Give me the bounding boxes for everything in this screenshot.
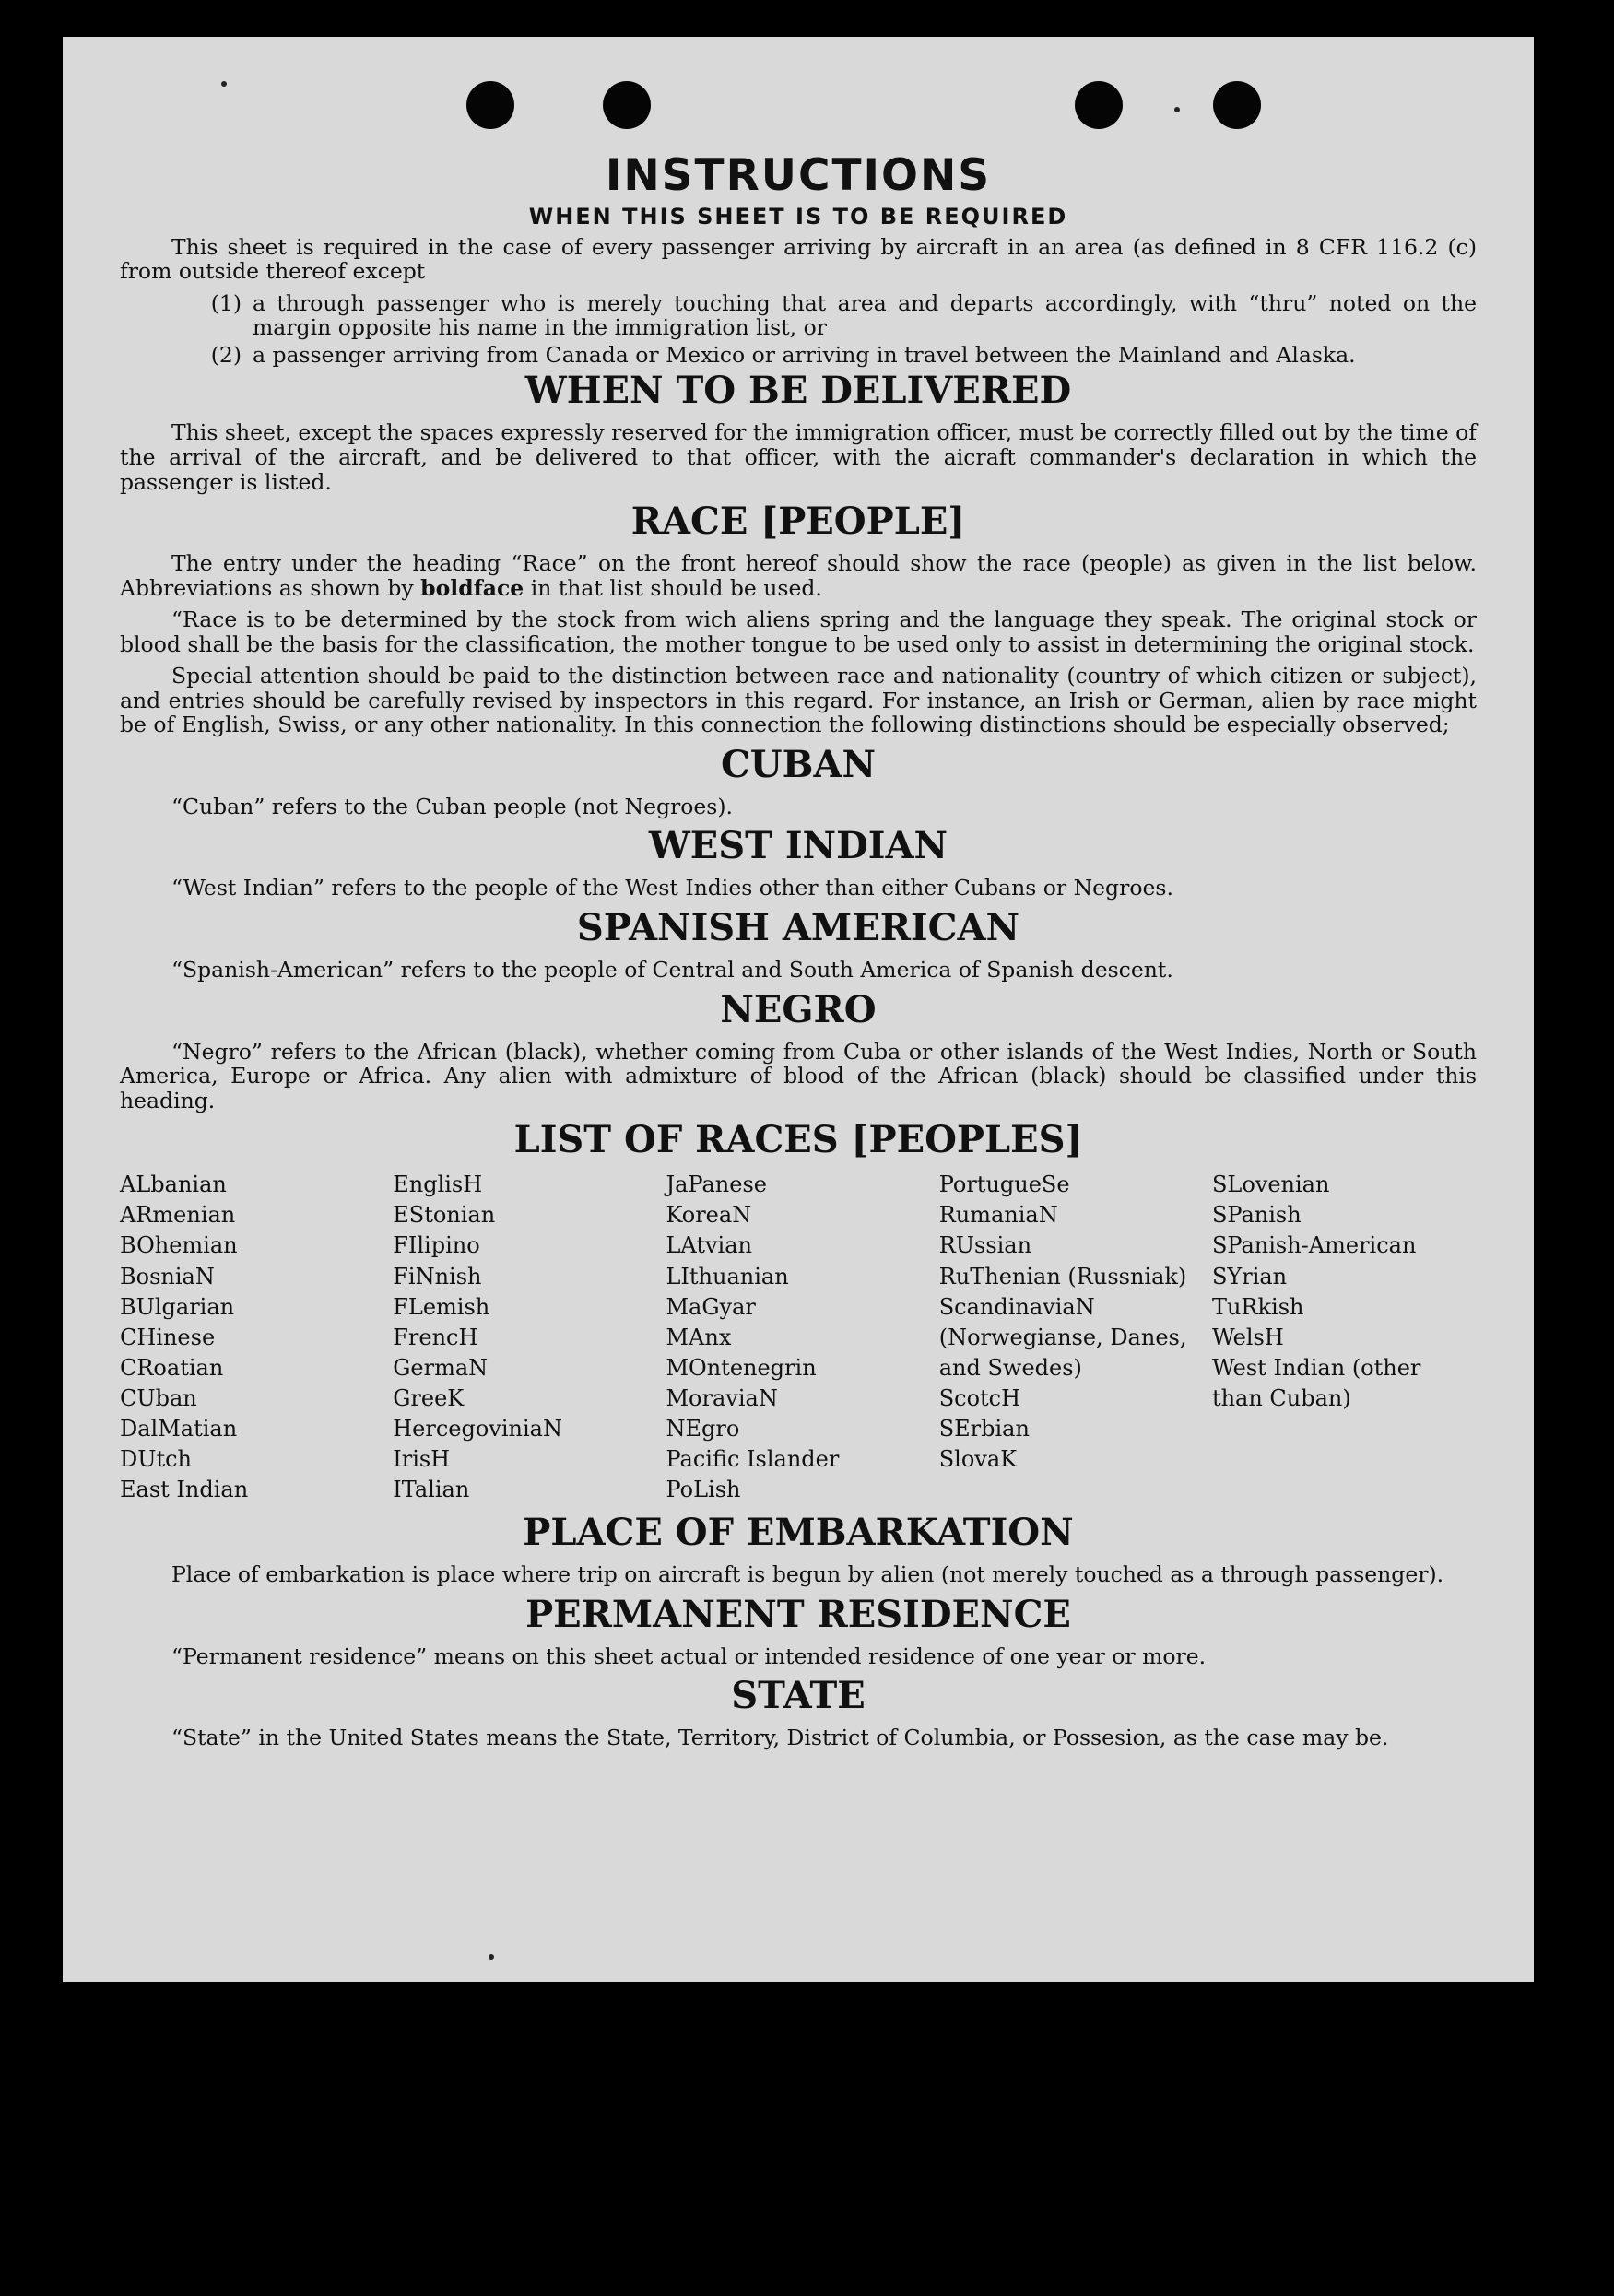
race-item: FIlipino [393, 1232, 480, 1259]
race-item: PortugueSe [938, 1172, 1070, 1198]
race-column [120, 1170, 384, 1505]
race-item: FrencH [393, 1324, 478, 1350]
embarkation-text: Place of embarkation is place where trip on aircraft is begun by alien (not merely touched as a through passenger). [171, 1561, 1444, 1588]
race-item: NEgro [666, 1416, 740, 1442]
race-item: MAnx [666, 1324, 732, 1350]
race-item: CUban [120, 1384, 197, 1411]
race-item: CHinese [120, 1324, 216, 1350]
negro-text: “Negro” refers to the African (black), whether coming from Cuba or other islands of the West Indies, North or South America, Europe or Africa. Any alien with admixture of blood of the African (black) should be classified under this heading. [120, 1038, 1477, 1113]
required-subtitle: WHEN THIS SHEET IS TO BE REQUIRED [528, 203, 1068, 230]
state-text: “State” in the United States means the State, Territory, District of Columbia, or Possesion, as the case may be. [171, 1725, 1389, 1751]
speck [1174, 107, 1180, 112]
race-heading: RACE [PEOPLE] [630, 500, 966, 544]
race-item: MOntenegrin [666, 1354, 817, 1381]
document-page [63, 37, 1534, 1982]
delivered-text: This sheet, except the spaces expressly reserved for the immigration officer, must be correctly filled out by the time of the arrival of the aircraft, and be delivered to that officer, with the aicraft commander's declaration in which the passenger is listed. [120, 419, 1477, 495]
race-column [393, 1170, 657, 1505]
race-item: TuRkish [1211, 1293, 1304, 1320]
race-item: Pacific Islander [666, 1446, 840, 1473]
spanish-american-text: “Spanish-American” refers to the people of Central and South America of Spanish descent. [171, 956, 1173, 983]
boldface-word: boldface [420, 574, 524, 601]
race-item: East Indian [120, 1477, 249, 1503]
required-text: This sheet is required in the case of every passenger arriving by aircraft in an area (as defined in 8 CFR 116.2 (c) from outside thereof except [120, 233, 1477, 285]
negro-heading: NEGRO [720, 987, 877, 1031]
race-item: RuThenian (Russniak) [938, 1263, 1187, 1289]
race-paragraph-3: Special attention should be paid to the distinction between race and nationality (country of which citizen or subject), and entries should be carefully revised by inspectors in this regard. For instance, an Irish or German, alien by race might be of English, Swiss, or any other nationality. In this connection the following distinctions should be especially observed; [120, 663, 1477, 738]
race-item: DUtch [120, 1446, 193, 1473]
race-item: FiNnish [393, 1263, 482, 1289]
race-item: SlovaK [938, 1446, 1018, 1473]
exception-text: a through passenger who is merely touching that area and departs accordingly, with “thru” noted on the margin opposite his name in the immigration list, or [253, 289, 1477, 341]
cuban-heading: CUBAN [720, 742, 877, 786]
instructions-content [120, 152, 1477, 1758]
race-column [1212, 1170, 1477, 1505]
punch-hole [1075, 81, 1123, 129]
race-item: CRoatian [120, 1354, 224, 1381]
race-item: West Indian (other than Cuban) [1211, 1354, 1421, 1411]
race-item: BosniaN [120, 1263, 215, 1289]
race-item: ALbanian [120, 1172, 227, 1198]
punch-hole [466, 81, 514, 129]
race-paragraph-1 [120, 551, 1477, 600]
race-column [939, 1170, 1204, 1505]
race-item: GermaN [393, 1354, 489, 1381]
race-item: BUlgarian [120, 1293, 235, 1320]
exception-number: (1) [210, 289, 242, 316]
race-item: ScandinaviaN (Norwegianse, Danes, and Swedes) [938, 1293, 1187, 1381]
race-item: KoreaN [666, 1202, 752, 1229]
residence-heading: PERMANENT RESIDENCE [525, 1592, 1071, 1636]
exception-text: a passenger arriving from Canada or Mexico or arriving in travel between the Mainland and Alaska. [253, 341, 1356, 368]
race-item: WelsH [1211, 1324, 1284, 1350]
race-item: EStonian [393, 1202, 496, 1229]
list-of-races-heading: LIST OF RACES [PEOPLES] [513, 1118, 1083, 1162]
race-column [666, 1170, 930, 1505]
west-indian-heading: WEST INDIAN [648, 824, 948, 868]
race-item: BOhemian [120, 1232, 238, 1259]
race-paragraph-1-end: in that list should be used. [524, 574, 822, 601]
race-item: DalMatian [120, 1416, 238, 1442]
race-item: MaGyar [666, 1293, 756, 1320]
race-item: FLemish [393, 1293, 490, 1320]
race-item: PoLish [666, 1477, 741, 1503]
race-item: SPanish-American [1211, 1232, 1417, 1259]
race-item: ITalian [393, 1477, 470, 1503]
exception-number: (2) [210, 341, 242, 368]
race-item: GreeK [393, 1384, 465, 1411]
punch-hole [1213, 81, 1261, 129]
instructions-title: INSTRUCTIONS [605, 150, 992, 201]
spanish-american-heading: SPANISH AMERICAN [576, 905, 1020, 949]
race-item: HercegoviniaN [393, 1416, 562, 1442]
speck [489, 1954, 494, 1960]
race-item: RumaniaN [938, 1202, 1058, 1229]
race-item: SPanish [1211, 1202, 1302, 1229]
state-heading: STATE [731, 1674, 866, 1718]
cuban-text: “Cuban” refers to the Cuban people (not Negroes). [171, 793, 734, 819]
race-item: MoraviaN [666, 1384, 778, 1411]
exception-item [120, 291, 1477, 340]
residence-text: “Permanent residence” means on this sheet actual or intended residence of one year or more. [171, 1643, 1207, 1669]
embarkation-heading: PLACE OF EMBARKATION [523, 1511, 1074, 1555]
race-item: SLovenian [1211, 1172, 1330, 1198]
punch-hole [603, 81, 651, 129]
race-paragraph-1-start: The entry under the heading “Race” on the front hereof should show the race (people) as given in the list below. Abbreviations as shown by [120, 550, 1477, 601]
west-indian-text: “West Indian” refers to the people of the West Indies other than either Cubans or Negroes. [171, 875, 1173, 901]
race-item: JaPanese [666, 1172, 767, 1198]
exception-item [120, 343, 1477, 368]
race-item: SErbian [938, 1416, 1030, 1442]
race-paragraph-2: “Race is to be determined by the stock from wich aliens spring and the language they speak. The original stock or blood shall be the basis for the classification, the mother tongue to be used only to assist in determining the original stock. [120, 606, 1477, 657]
race-item: EnglisH [393, 1172, 483, 1198]
race-item: ScotcH [938, 1384, 1021, 1411]
race-item: LIthuanian [666, 1263, 789, 1289]
race-item: IrisH [393, 1446, 451, 1473]
races-list [120, 1170, 1477, 1505]
race-item: LAtvian [666, 1232, 752, 1259]
race-item: ARmenian [120, 1202, 236, 1229]
delivered-heading: WHEN TO BE DELIVERED [524, 369, 1072, 413]
race-item: RUssian [938, 1232, 1032, 1259]
speck [221, 81, 227, 87]
race-item: SYrian [1211, 1263, 1288, 1289]
